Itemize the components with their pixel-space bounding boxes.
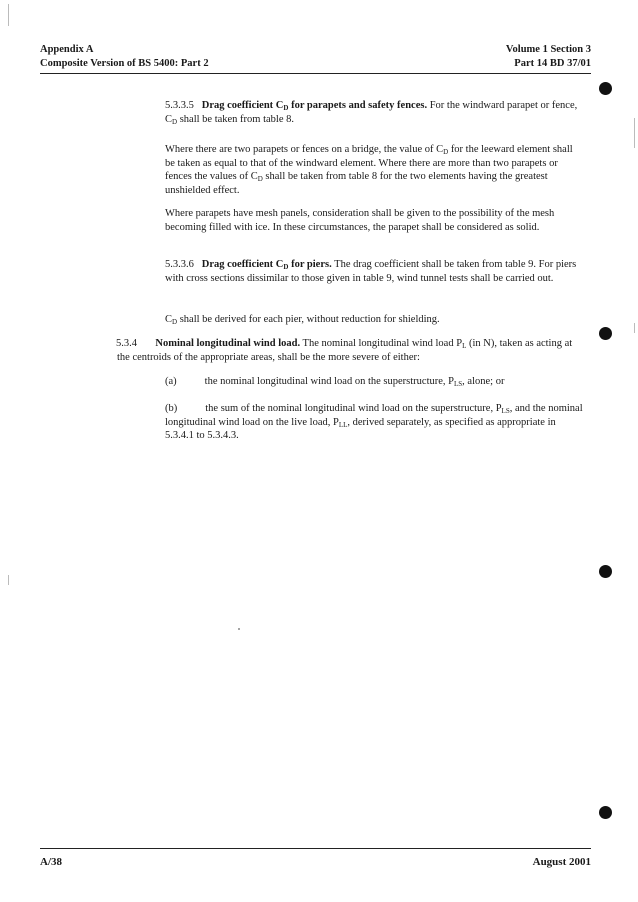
clause-title: Nominal longitudinal wind load. bbox=[155, 338, 301, 349]
clause-5-3-4: 5.3.4 Nominal longitudinal wind load. The nominal longitudinal wind load $P_L$ (in N), taken as acting at the centroids of the appropriate areas, shall be the more severe of either: bbox=[116, 338, 573, 363]
clause-number: 5.3.3.6 bbox=[165, 259, 194, 270]
scan-edge-mark bbox=[8, 575, 9, 585]
footer-divider bbox=[40, 848, 591, 849]
clause-title: Drag coefficient $C_D$ for piers. bbox=[201, 259, 332, 271]
running-header-right bbox=[506, 43, 591, 71]
header-volume-section: Volume 1 Section 3 bbox=[505, 44, 591, 55]
running-header-left bbox=[40, 43, 209, 71]
header-divider bbox=[40, 73, 591, 74]
list-label: (a) bbox=[165, 376, 177, 387]
list-item-a: (a) the nominal longitudinal wind load on the superstructure, $P_{LS}$, alone; or bbox=[165, 376, 505, 388]
paragraph-pier-shielding: $C_D$ shall be derived for each pier, without reduction for shielding. bbox=[165, 314, 440, 326]
header-document-title: Composite Version of BS 5400: Part 2 bbox=[40, 58, 209, 69]
publication-date: August 2001 bbox=[532, 856, 591, 868]
page-number: A/38 bbox=[40, 856, 62, 868]
binder-hole-3 bbox=[599, 565, 612, 578]
scan-edge-mark bbox=[634, 323, 635, 333]
header-part-reference: Part 14 BD 37/01 bbox=[514, 58, 591, 69]
header-appendix: Appendix A bbox=[40, 44, 94, 55]
paragraph-mesh-panels: Where parapets have mesh panels, consideration shall be given to the possibility of the mesh becoming filled with ice. In these circumstances, the parapet shall be considered as solid. bbox=[165, 208, 555, 233]
list-label: (b) bbox=[165, 403, 178, 414]
clause-5-3-3-5: 5.3.3.5 Drag coefficient $C_D$ for parapets and safety fences. For the windward parapet or fence, $C_D$ shall be taken from table 8. bbox=[165, 100, 578, 126]
scan-speck bbox=[238, 628, 240, 630]
clause-5-3-3-6: 5.3.3.6 Drag coefficient $C_D$ for piers. The drag coefficient shall be taken from table 9. For piers with cross sections dissimilar to those given in table 9, wind tunnel tests shall be carried out. bbox=[165, 259, 577, 284]
clause-number: 5.3.4 bbox=[116, 338, 137, 349]
scan-edge-mark bbox=[8, 4, 9, 26]
binder-hole-2 bbox=[599, 327, 612, 340]
list-item-b: (b) the sum of the nominal longitudinal wind load on the superstructure, $P_{LS}$, and the nominal longitudinal wind load on the live load, $P_{LL}$, derived separately, as specified as appropriate in 5.3.4.1 to 5.3.4.3. bbox=[165, 403, 583, 441]
paragraph-leeward-element: Where there are two parapets or fences on a bridge, the value of $C_D$ for the leeward element shall be taken as equal to that of the windward element. Where there are more than two parapets or fences the values of $C_D$ shall be taken from table 8 for the two elements having the greatest unshielded effect. bbox=[165, 144, 573, 196]
clause-title: Drag coefficient $C_D$ for parapets and safety fences. bbox=[201, 100, 428, 112]
scan-edge-mark bbox=[634, 118, 635, 148]
binder-hole-1 bbox=[599, 82, 612, 95]
binder-hole-4 bbox=[599, 806, 612, 819]
clause-number: 5.3.3.5 bbox=[165, 100, 194, 111]
